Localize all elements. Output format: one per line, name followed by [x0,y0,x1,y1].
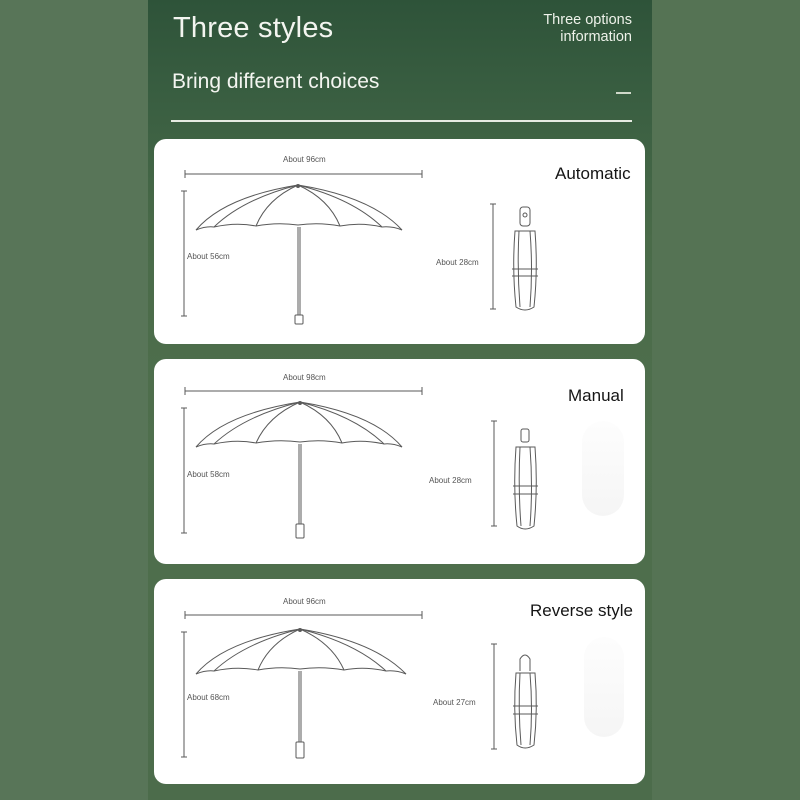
options-info [543,12,632,46]
options-info-line-2: information [560,29,632,45]
umbrella-tip [298,628,302,632]
style-name-manual: Manual [568,386,624,405]
open-height-label: About 58cm [187,470,230,479]
page-subtitle: Bring different choices [172,70,380,93]
open-height-label: About 68cm [187,693,230,702]
open-width-label: About 98cm [283,373,326,382]
page-title: Three styles [173,12,334,44]
style-card-reverse [154,579,645,784]
umbrella-tip [298,401,302,405]
umbrella-tip [296,184,300,188]
folded-length-label: About 27cm [433,698,476,707]
style-card-manual [154,359,645,564]
header-divider [171,120,632,122]
style-card-automatic [154,139,645,344]
style-name-reverse: Reverse style [530,601,633,620]
open-width-label: About 96cm [283,155,326,164]
options-info-line-1: Three options [543,12,632,28]
open-width-label: About 96cm [283,597,326,606]
folded-length-label: About 28cm [429,476,472,485]
open-height-label: About 56cm [187,252,230,261]
folded-length-label: About 28cm [436,258,479,267]
ghost-umbrella-shape [582,421,624,516]
decorative-dash [616,92,631,94]
ghost-umbrella-shape [584,637,624,737]
style-name-automatic: Automatic [555,164,631,183]
right-background-band [652,0,800,800]
left-background-band [0,0,148,800]
